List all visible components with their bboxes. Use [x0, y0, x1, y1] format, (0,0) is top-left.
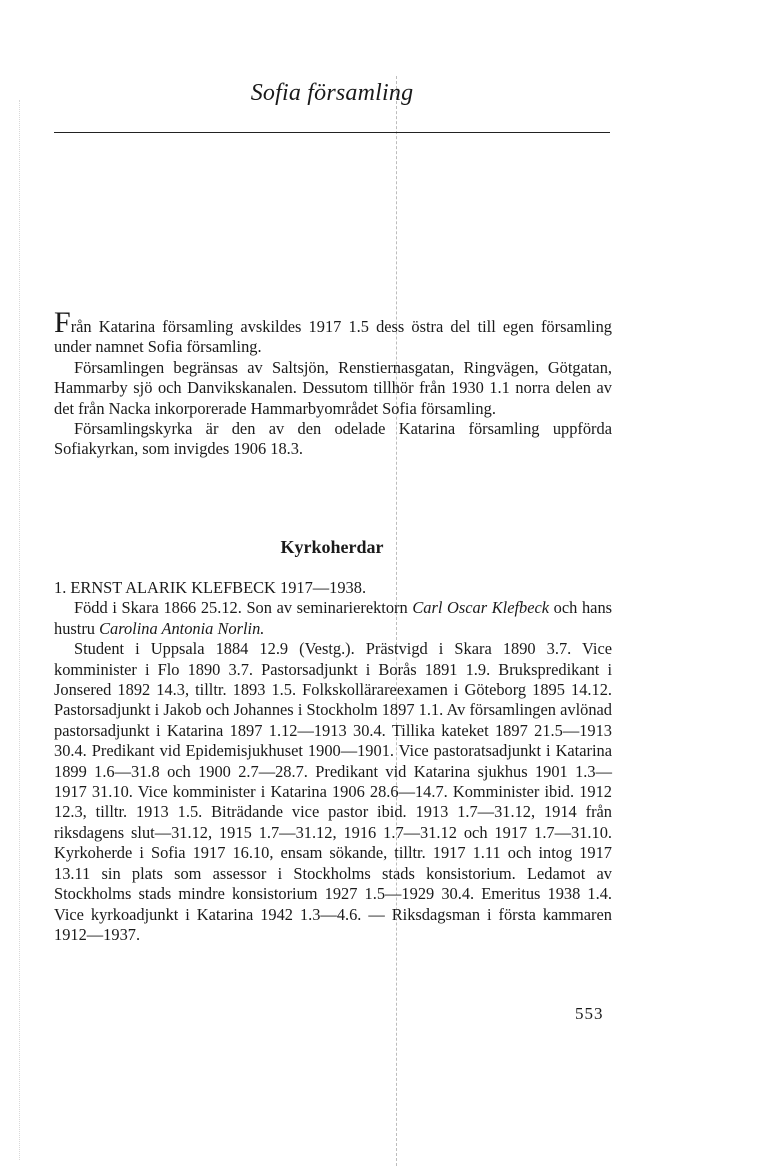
drop-cap: F: [54, 306, 71, 339]
intro-section: [54, 306, 612, 460]
intro-paragraph-1: [54, 306, 612, 358]
entry-career: Student i Uppsala 1884 12.9 (Vestg.). Prästvigd i Skara 1890 3.7. Vice komminister i Flo 1890 3.7. Pastorsadjunkt i Borås 1891 1.9. Brukspredikant i Jonsered 1892 14.3, tilltr. 1893 1.5. Folkskollärareexamen i Göteborg 1895 14.12. Pastorsadjunkt i Jakob och Johannes i Stockholm 1897 1.1. Av församlingen avlönad pastorsadjunkt i Katarina 1897 1.12—1913 30.4. Tillika kateket 1897 21.5—1913 30.4. Predikant vid Epidemisjukhuset 1900—1901. Vice pastoratsadjunkt i Katarina 1899 1.6—31.8 och 1900 2.7—28.7. Predikant vid Katarina sjukhus 1901 1.3—1917 31.10. Vice komminister i Katarina 1906 28.6—14.7. Komminister ibid. 1912 12.3, tilltr. 1913 1.5. Biträdande vice pastor ibid. 1913 1.7—31.12, 1914 från riksdagens slut—31.12, 1915 1.7—31.12, 1916 1.7—31.12 och 1917 1.7—31.10. Kyrkoherde i Sofia 1917 16.10, ensam sökande, tilltr. 1917 1.11 och intog 1917 13.11 sin plats som assessor i Stockholms stads konsistorium. Ledamot av Stockholms stads mindre konsistorium 1927 1.5—1929 30.4. Emeritus 1938 1.4. Vice kyrkoadjunkt i Katarina 1942 1.3—4.6. — Riksdagsman i första kammaren 1912—1937.: [54, 639, 612, 944]
birth-text-2: och hans hustru: [54, 598, 613, 638]
intro-paragraph-1-text: rån Katarina församling avskildes 1917 1.5 dess östra del till egen församling under namnet Sofia församling.: [54, 317, 612, 357]
intro-paragraph-2: Församlingen begränsas av Saltsjön, Renstiernasgatan, Ringvägen, Götgatan, Hammarby sjö och Danvikskanalen. Dessutom tillhör från 1930 1.1 norra delen av det från Nacka inkorporerade Hammarbyområdet Sofia församling.: [54, 357, 612, 418]
intro-paragraph-3: Församlingskyrka är den av den odelade Katarina församling uppförda Sofiakyrkan, som invigdes 1906 18.3.: [54, 419, 612, 459]
header-rule: [54, 132, 610, 133]
birth-text-1: Född i Skara 1866 25.12. Son av seminarierektorn: [74, 598, 413, 618]
mother-name: Carolina Antonia Norlin.: [99, 618, 265, 638]
running-header: Sofia församling: [250, 80, 414, 106]
entry-heading: 1. ERNST ALARIK KLEFBECK 1917—1938.: [54, 578, 367, 597]
page-number: 553: [575, 1004, 604, 1023]
biography-entry: [54, 578, 612, 945]
scan-margin-mark: [19, 100, 20, 1160]
entry-birth: [54, 598, 612, 639]
section-title: Kyrkoherdar: [280, 537, 384, 557]
father-name: Carl Oscar Klefbeck: [412, 598, 550, 618]
